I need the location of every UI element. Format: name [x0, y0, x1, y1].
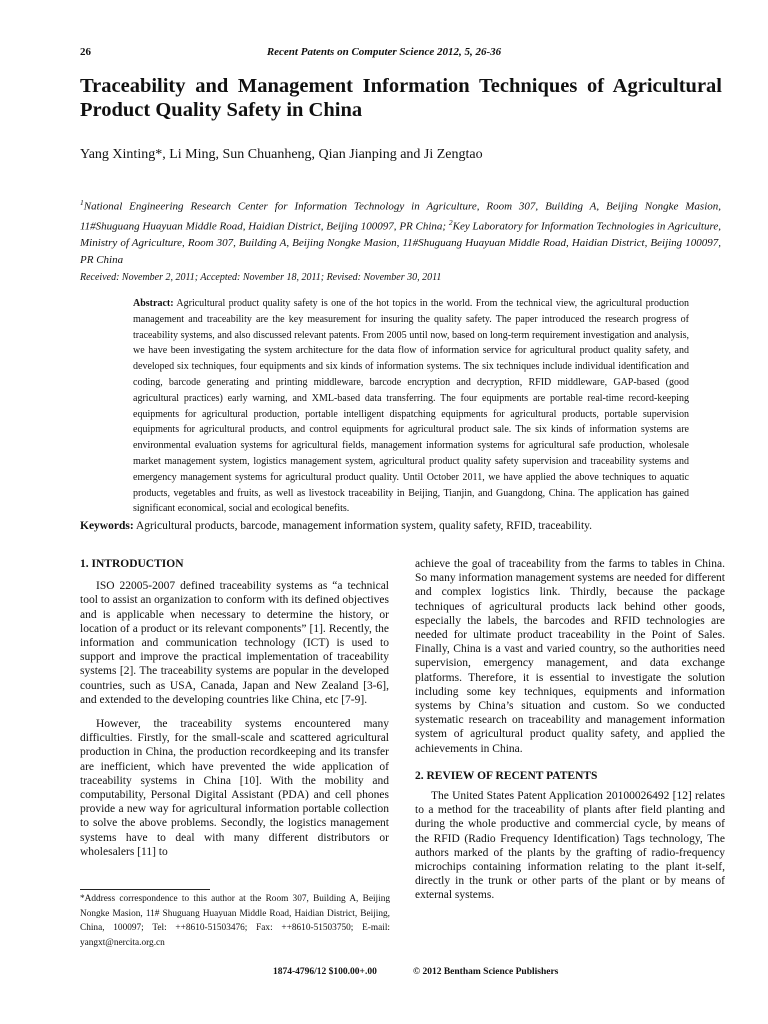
intro-paragraph-2: However, the traceability systems encountered many difficulties. Firstly, for the small-scale and scattered agricultural production in China, the production recordkeeping and its transfer are inefficient, which have prevented the wide application of traceability systems in China [10]. With the mobility and computability, Personal Digital Assistant (PDA) and cell phones provide a new way for agricultural information portable collection to solve the above problems. Secondly, the logistics management systems have to deal with many different distributors or wholesalers [11] to [80, 718, 389, 858]
intro-paragraph-3: achieve the goal of traceability from the farms to tables in China. So many information management systems are needed for different and complex logistics link. Thirdly, because the package techniques of agricultural products lack behind other goods, especially the labels, the barcodes and RFID technologies are needed for ultimate product traceability in the Point of Sales. Finally, China is a vast and varied country, so the authorities need supervision, emergency management, and data exchange platforms. Therefore, it is essential to investigate the solution including some key techniques, equipments and information systems by China’s situation and custom. So we conducted systematic research on traceability and management information system of agricultural product quality safety, and applied the achievements in China. [415, 558, 725, 755]
left-column [80, 557, 389, 859]
affiliation-1: National Engineering Research Center for Information Technology in Agriculture, Room 307, Building A, Beijing Nongke Masion, 11#Shuguang Huayuan Middle Road, Haidian District, Beijing 100097, PR China; [80, 200, 721, 233]
affiliation-2: Key Laboratory for Information Technologies in Agriculture, Ministry of Agriculture, Room 307, Building A, Beijing Nongke Masion, 11#Shuguang Huayuan Middle Road, Haidian District, Beijing 100097, PR China [80, 220, 721, 266]
section-heading-review: 2. REVIEW OF RECENT PATENTS [415, 769, 598, 782]
abstract [133, 296, 689, 517]
keywords-label: Keywords: [80, 520, 134, 532]
issn-price: 1874-4796/12 $100.00+.00 [273, 967, 377, 977]
paper-title: Traceability and Management Information Techniques of Agricultural Product Quality Safety in China [80, 75, 722, 121]
affiliation-marker-1: 1 [80, 198, 84, 207]
section-heading-introduction: 1. INTRODUCTION [80, 558, 184, 570]
affiliation-marker-2: 2 [448, 218, 453, 228]
keywords-text: Agricultural products, barcode, management information system, quality safety, RFID, traceability. [133, 520, 593, 532]
journal-citation: Recent Patents on Computer Science 2012, 5, 26-36 [266, 46, 502, 58]
intro-paragraph-1: ISO 22005-2007 defined traceability systems as “a technical tool to assist an organization to conform with its defined objectives and is applicable when necessary to determine the history, or location of a product or its relevant components” [1]. Recently, the information and communication technology (ICT) is used to support and improve the practical implementation of traceability systems [2]. The traceability systems are popular in the developed countries, such as USA, Canada, Japan and New Zealand [3-6], and extended to the developing countries like China, etc [7-9]. [80, 580, 389, 706]
right-column [415, 557, 725, 903]
footnote-divider [80, 889, 210, 890]
review-paragraph-1: The United States Patent Application 20100026492 [12] relates to a method for the traceability of plants after field planting and during the whole productive and commercial cycle, by means of the RFID (Radio Frequency Identification) Tags technology, The authors marked of the plants by the grafting of radio-frequency microchips containing information relating to the plant it-self, directly in the trunk or other parts of the plant or by means of external systems. [415, 790, 725, 902]
page-number: 26 [80, 46, 91, 58]
publication-dates: Received: November 2, 2011; Accepted: November 18, 2011; Revised: November 30, 2011 [80, 272, 442, 283]
correspondence-footnote: *Address correspondence to this author at the Room 307, Building A, Beijing Nongke Masion, 11# Shuguang Huayuan Middle Road, Haidian District, Beijing, China, 100097; Tel: ++8610-51503476; Fax: ++8610-51503750; E-mail: yangxt@nercita.org.cn [80, 894, 390, 948]
keywords [80, 519, 725, 534]
abstract-text: Agricultural product quality safety is one of the hot topics in the world. From the technical view, the agricultural production management and traceability are the key measurement for insuring the quality safety. The paper introduced the research progress of traceability systems, and also discussed relevant patents. From 2005 until now, based on long-term requirement investigation and analysis, we have been investigating the system architecture for the data flow of information service for agricultural product quality safety, and developed six techniques, four equipments and six kinds of information systems. The six techniques include individual identification and coding, barcode generating and printing middleware, barcode encryption and decryption, RFID middleware, GAP-based (good agricultural practices) early warning, and XML-based data transferring. The four equipments are portable real-time record-keeping equipments for agricultural production, portable intelligent dispatching equipments for agricultural products, portable supervision equipments for agricultural products, and control equipments for agricultural product sale. The six kinds of information systems are environmental evaluation systems for agricultural fields, management information systems for agricultural safe production, wholesale market management system, logistics management system, agricultural product quality safety supervision and traceability systems and emergency management systems for agricultural product quality. Until October 2011, we have applied the above techniques to aquatic products, vegetables and fruits, as well as livestock traceability in Beijing, Tianjin, and Guangdong, China. The application has gained significant economical, social and ecological benefits. [133, 298, 689, 515]
copyright-publisher: © 2012 Bentham Science Publishers [413, 967, 559, 977]
abstract-label: Abstract: [133, 298, 174, 309]
affiliations [80, 195, 721, 268]
author-list: Yang Xinting*, Li Ming, Sun Chuanheng, Qian Jianping and Ji Zengtao [80, 147, 483, 162]
